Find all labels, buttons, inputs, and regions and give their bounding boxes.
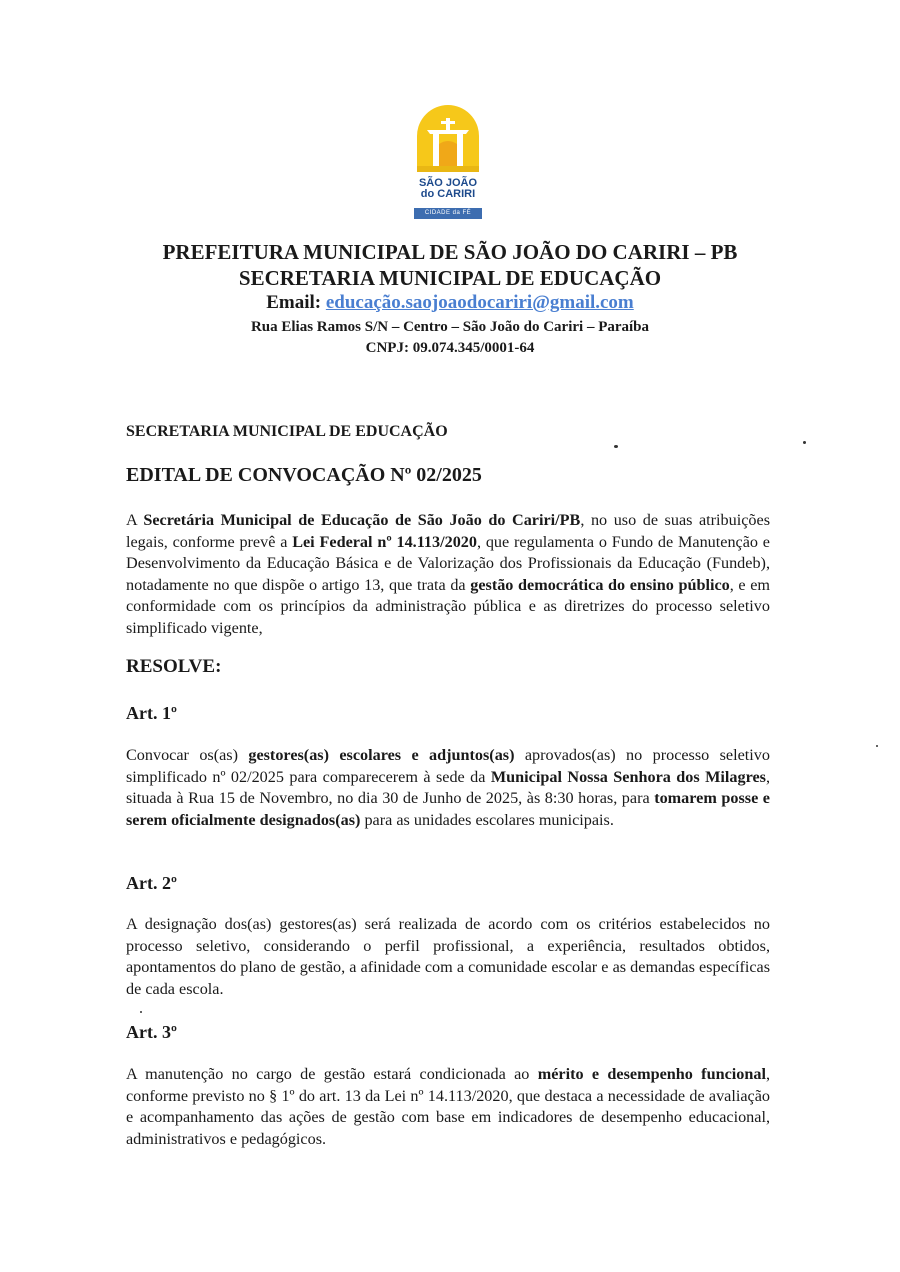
art-2-paragraph: A designação dos(as) gestores(as) será realizada de acordo com os critérios estabelecidos no processo seletivo, considerando o perfil profissional, a experiência, resultados obtidos, apontamentos do plano de gestão, a afinidade com a comunidade escolar e as demandas específicas de cada escola. — [126, 915, 770, 998]
letterhead-title: PREFEITURA MUNICIPAL DE SÃO JOÃO DO CARIRI – PB — [162, 240, 738, 264]
edital-title: EDITAL DE CONVOCAÇÃO Nº 02/2025 — [126, 464, 482, 486]
art-3-title: Art. 3º — [126, 1022, 177, 1042]
scan-speck — [876, 745, 878, 747]
municipal-logo — [413, 100, 483, 220]
logo-tagline: CIDADE da FÉ — [414, 208, 482, 219]
letterhead-address: Rua Elias Ramos S/N – Centro – São João do Cariri – Paraíba — [250, 319, 650, 335]
art-1-title: Art. 1º — [126, 703, 177, 723]
intro-paragraph: A Secretária Municipal de Educação de São João do Cariri/PB, no uso de suas atribuições legais, conforme prevê a Lei Federal nº 14.113/2020, que regulamenta o Fundo de Manutenção e Desenvolvimento da Educação Básica e de Valorização dos Profissionais da Educação (Fundeb), notadamente no que dispõe o artigo 13, que trata da gestão democrática do ensino público, e em conformidade com os princípios da administração pública e as diretrizes do processo seletivo simplificado vigente, — [126, 511, 771, 637]
letterhead-email — [0, 292, 900, 314]
art-1-paragraph: Convocar os(as) gestores(as) escolares e adjuntos(as) aprovados(as) no processo seletivo simplificado nº 02/2025 para comparecerem à sede da Municipal Nossa Senhora dos Milagres, situada à Rua 15 de Novembro, no dia 30 de Junho de 2025, às 8:30 horas, para tomarem posse e serem oficialmente designados(as) para as unidades escolares municipais. — [126, 746, 770, 829]
section-heading: SECRETARIA MUNICIPAL DE EDUCAÇÃO — [126, 423, 448, 440]
art-3-paragraph: A manutenção no cargo de gestão estará condicionada ao mérito e desempenho funcional, conforme previsto no § 1º do art. 13 da Lei nº 14.113/2020, que destaca a necessidade de avaliação e acompanhamento das ações de gestão com base em indicadores de desempenho educacional, administrativos e pedagógicos. — [126, 1065, 770, 1148]
email-label: Email: — [266, 292, 322, 313]
letterhead-subtitle: SECRETARIA MUNICIPAL DE EDUCAÇÃO — [238, 266, 662, 290]
scan-speck — [140, 1011, 142, 1013]
resolve-heading: RESOLVE: — [126, 656, 222, 677]
email-link[interactable]: educação.saojoaodocariri@gmail.com — [325, 292, 634, 313]
scan-speck — [803, 441, 806, 444]
letterhead-cnpj: CNPJ: 09.074.345/0001-64 — [365, 340, 535, 356]
logo-line-1: SÃO JOÃO — [418, 177, 478, 189]
logo-text — [413, 178, 483, 200]
scan-speck — [614, 445, 618, 448]
art-2-title: Art. 2º — [126, 873, 177, 893]
logo-line-2: do CARIRI — [420, 188, 476, 200]
